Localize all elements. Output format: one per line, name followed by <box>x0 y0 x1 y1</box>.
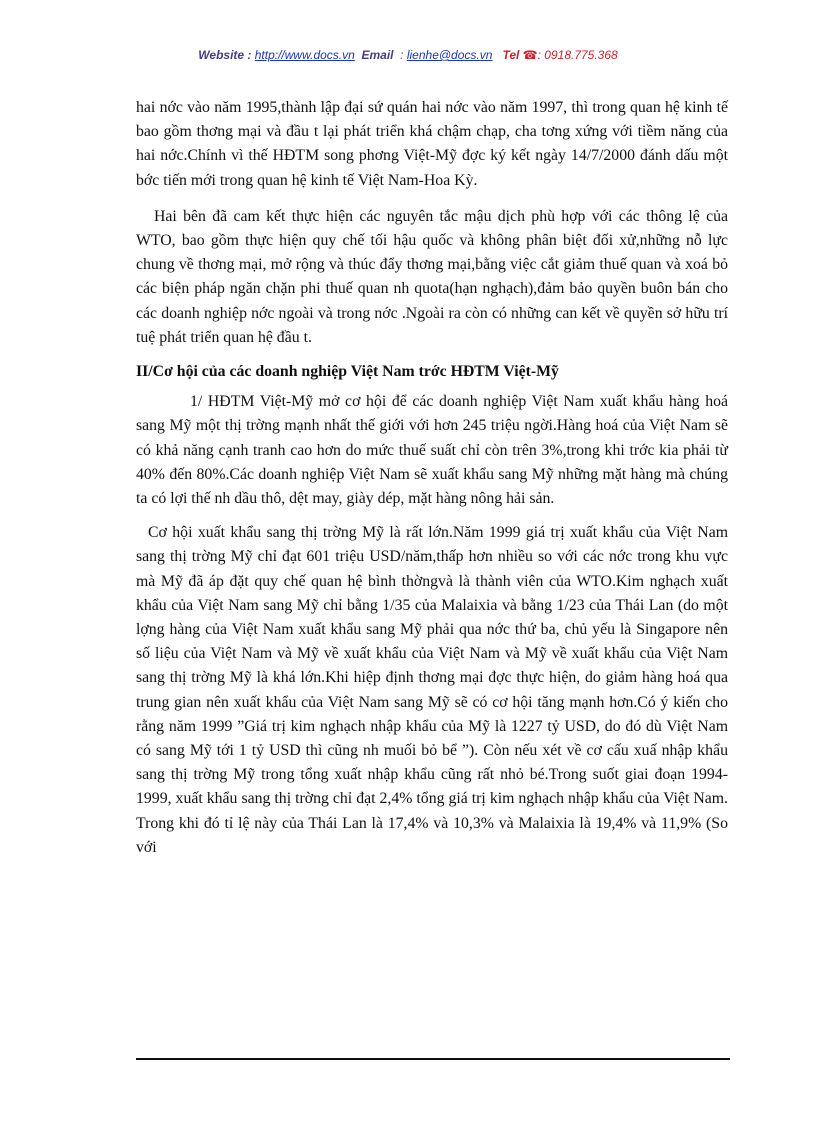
paragraph-opportunity-1: 1/ HĐTM Việt-Mỹ mở cơ hội để các doanh nghiệp Việt Nam xuất khẩu hàng hoá sang Mỹ một thị trờng mạnh nhất thế giới với hơn 245 triệu ngời.Hàng hoá của Việt Nam sẽ có khả năng cạnh tranh cao hơn do mức thuế suất chỉ còn trên 3%,trong khi trớc kia phải từ 40% đến 80%.Các doanh nghiệp Việt Nam sẽ xuất khẩu sang Mỹ những mặt hàng mà chúng ta có lợi thế nh dầu thô, dệt may, giày dép, mặt hàng nông hải sản. <box>136 393 728 508</box>
paragraph-intro-continuation: hai nớc vào năm 1995,thành lập đại sứ quán hai nớc vào năm 1997, thì trong quan hệ kinh tế bao gồm thơng mại và đầu t lại phát triển khá chậm chạp, cha tơng xứng với tiềm năng của hai nớc.Chính vì thế HĐTM song phơng Việt-Mỹ đợc ký kết ngày 14/7/2000 đánh dấu một bớc tiến mới trong quan hệ kinh tế Việt Nam-Hoa Kỳ. <box>136 99 728 189</box>
page-header <box>0 48 816 62</box>
paragraph-commitments: Hai bên đã cam kết thực hiện các nguyên tắc mậu dịch phù hợp với các thông lệ của WTO, bao gồm thực hiện quy chế tối hậu quốc và không phân biệt đối xử,những nỗ lực chung về thơng mại, mở rộng và thúc đẩy thơng mại,bằng việc cắt giảm thuế quan và xoá bỏ các biện pháp ngăn chặn phi thuế quan nh quota(hạn nghạch),đảm bảo quyền buôn bán cho các doanh nghiệp nớc ngoài và trong nớc .Ngoài ra còn có những can kết về quyền sở hữu trí tuệ phát triển quan hệ đầu t. <box>136 207 728 346</box>
footer-divider <box>136 1058 730 1060</box>
website-label: Website : <box>198 48 252 62</box>
tel-label: Tel ☎ <box>502 48 538 62</box>
website-link[interactable]: http://www.docs.vn <box>254 48 355 62</box>
document-body <box>136 96 728 860</box>
tel-number: : 0918.775.368 <box>537 48 618 62</box>
paragraph-export-opportunity: Cơ hội xuất khẩu sang thị trờng Mỹ là rất lớn.Năm 1999 giá trị xuất khẩu của Việt Nam sang thị trờng Mỹ chỉ đạt 601 triệu USD/năm,thấp hơn nhiều so với các nớc trong khu vực mà Mỹ đã áp đặt quy chế quan hệ bình thờngvà là thành viên của WTO.Kim nghạch xuất khẩu của Việt Nam sang Mỹ chỉ bằng 1/35 của Malaixia và bằng 1/23 của Thái Lan (do một lợng hàng của Việt Nam xuất khẩu sang Mỹ phải qua nớc thứ ba, chủ yếu là Singapore nên số liệu của Việt Nam và Mỹ về xuất khẩu của Việt Nam và Mỹ về xuất khẩu của Việt Nam sang thị trờng Mỹ là khá lớn.Khi hiệp định thơng mại đợc thực hiện, do giảm hàng hoá qua trung gian nên xuất khẩu của Việt Nam sang Mỹ sẽ có cơ hội tăng mạnh hơn.Có ý kiến cho rằng năm 1999 ”Giá trị kim nghạch nhập khẩu của Mỹ là 1227 tỷ USD, do đó dù Việt Nam có sang Mỹ tới 1 tỷ USD thì cũng nh muối bỏ bể ”). Còn nếu xét về cơ cấu xuấ nhập khẩu sang thị trờng Mỹ trong tổng xuất nhập khẩu cũng rất nhỏ bé.Trong suốt giai đoạn 1994-1999, xuất khẩu sang thị trờng chỉ đạt 2,4% tổng giá trị kim nghạch nhập khẩu của Việt Nam. Trong khi đó tỉ lệ này của Thái Lan là 17,4% và 10,3% và Malaixia là 19,4% và 11,9% (So với <box>136 524 728 856</box>
email-separator: : <box>400 48 404 62</box>
email-link[interactable]: lienhe@docs.vn <box>406 48 493 62</box>
email-label: Email <box>361 48 394 62</box>
section-heading: II/Cơ hội của các doanh nghiệp Việt Nam trớc HĐTM Việt-Mỹ <box>136 363 559 381</box>
